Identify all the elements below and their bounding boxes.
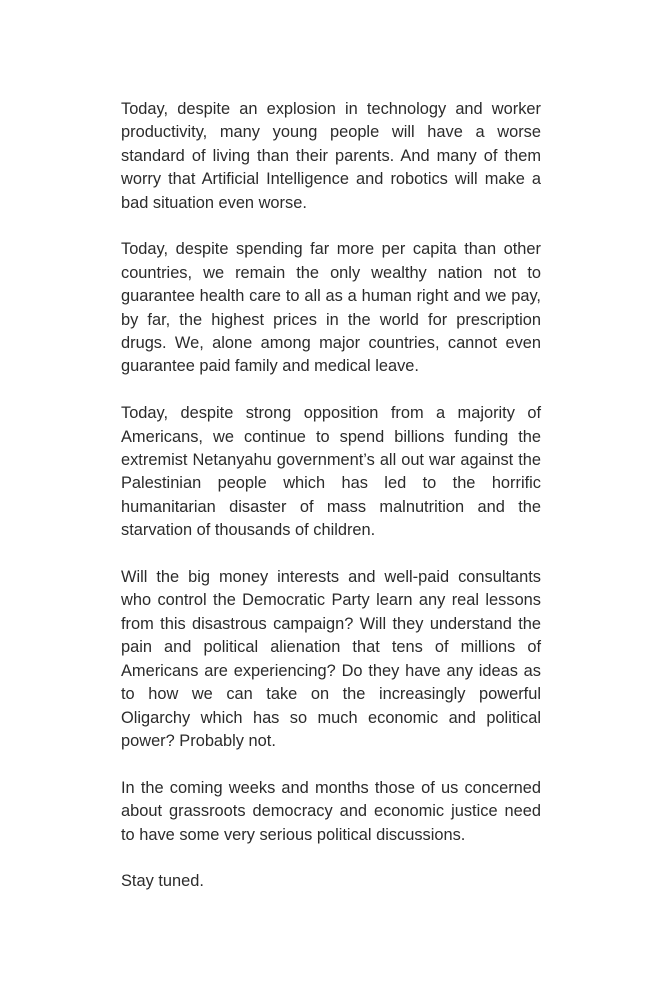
paragraph-health-care: Today, despite spending far more per capita than other countries, we remain the only wealthy nation not to guarantee health care to all as a human right and we pay, by far, the highest prices in the world for prescription drugs. We, alone among major countries, cannot even guarantee paid family and medical leave. [121, 240, 541, 376]
paragraph-technology: Today, despite an explosion in technology and worker productivity, many young people will have a worse standard of living than their parents. And many of them worry that Artificial Intelligence and robotics will make a bad situation even worse. [121, 100, 541, 212]
paragraph-foreign-policy: Today, despite strong opposition from a majority of Americans, we continue to spend billions funding the extremist Netanyahu government’s all out war against the Palestinian people which has led to the horrific humanitarian disaster of mass malnutrition and the starvation of thousands of children. [121, 404, 541, 540]
document-body [121, 98, 541, 894]
paragraph-closing: Stay tuned. [121, 872, 204, 891]
paragraph-discussions: In the coming weeks and months those of us concerned about grassroots democracy and economic justice need to have some very serious political discussions. [121, 778, 541, 844]
paragraph-democratic-party: Will the big money interests and well-paid consultants who control the Democratic Party learn any real lessons from this disastrous campaign? Will they understand the pain and political alienation that tens of millions of Americans are experiencing? Do they have any ideas as to how we can take on the increasingly powerful Oligarchy which has so much economic and political power? Probably not. [121, 568, 541, 750]
